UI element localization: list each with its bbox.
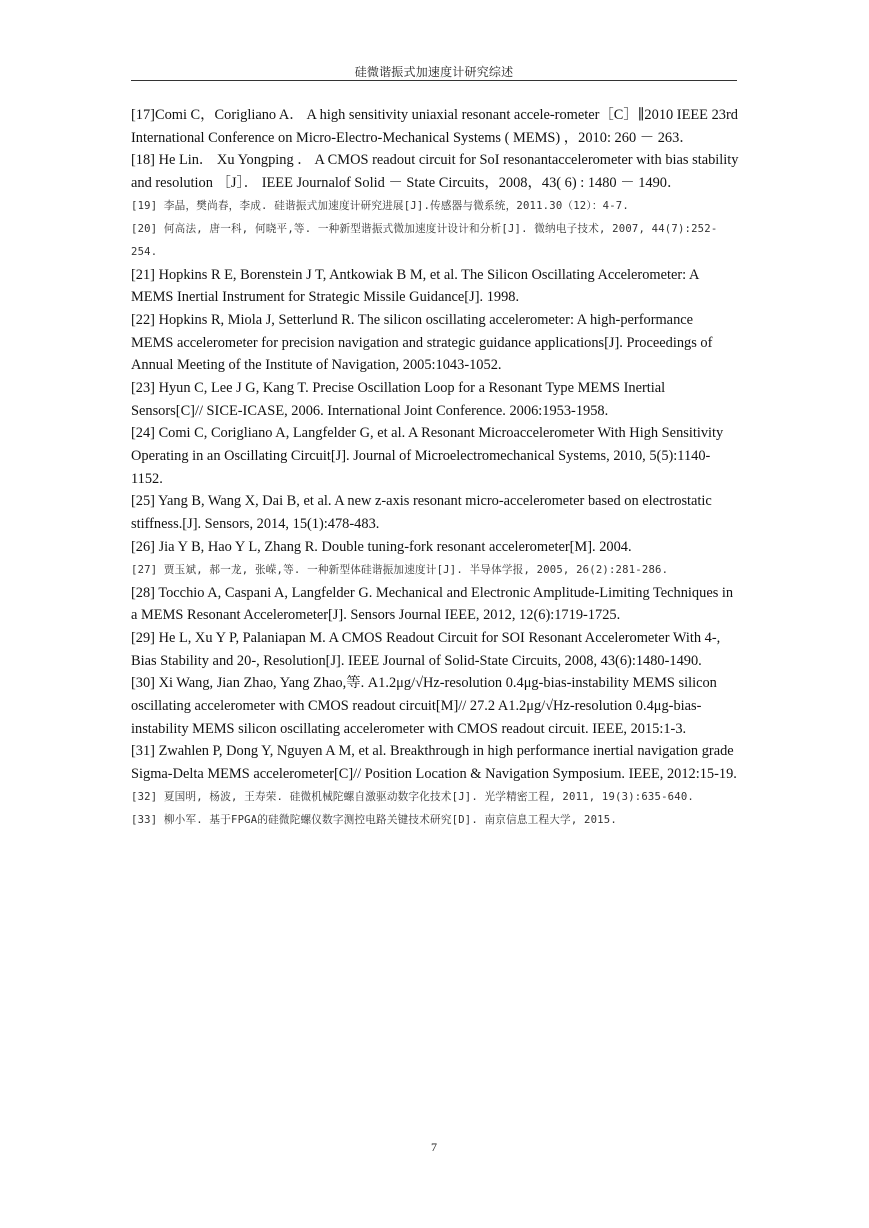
reference-item: [33] 柳小军. 基于FPGA的硅微陀螺仪数字测控电路关键技术研究[D]. 南京信息工程大学, 2015. — [131, 813, 617, 826]
reference-item: [29] He L, Xu Y P, Palaniapan M. A CMOS Readout Circuit for SOI Resonant Accelerometer With 4-, Bias Stability and 20-, Resolution[J]. IEEE Journal of Solid-State Circuits, 2008, 43(6):1480-1490. — [131, 629, 721, 669]
reference-item: [22] Hopkins R, Miola J, Setterlund R. The silicon oscillating accelerometer: A high-performance MEMS accelerometer for precision navigation and strategic guidance applications[J]. Proceedings of Annual Meeting of the Institute of Navigation, 2005:1043-1052. — [131, 312, 713, 374]
reference-item: [21] Hopkins R E, Borenstein J T, Antkowiak B M, et al. The Silicon Oscillating Accelerometer: A MEMS Inertial Instrument for Strategic Missile Guidance[J]. 1998. — [131, 266, 699, 306]
running-header-title: 硅微谐振式加速度计研究综述 — [354, 65, 514, 79]
reference-item: [18] He Lin． Xu Yongping ． A CMOS readout circuit for SoI resonantaccelerometer with bias stability and resolution ［J］． IEEE Journalof Solid － State Circuits，2008，43( 6) : 1480 － 1490． — [131, 152, 739, 191]
reference-item: [25] Yang B, Wang X, Dai B, et al. A new z-axis resonant micro-accelerometer based on electrostatic stiffness.[J]. Sensors, 2014, 15(1):478-483. — [131, 493, 712, 533]
reference-item: [19] 李晶，樊尚春，李成. 硅谐振式加速度计研究进展[J].传感器与微系统，2011.30（12）：4-7. — [131, 199, 629, 212]
reference-item: [31] Zwahlen P, Dong Y, Nguyen A M, et al. Breakthrough in high performance inertial navigation grade Sigma-Delta MEMS accelerometer[C]// Position Location & Navigation Symposium. IEEE, 2012:15-19. — [131, 743, 737, 782]
reference-item: [24] Comi C, Corigliano A, Langfelder G, et al. A Resonant Microaccelerometer With High Sensitivity Operating in an Oscillating Circuit[J]. Journal of Microelectromechanical Systems, 2010, 5(5):1140-1152. — [131, 425, 724, 487]
reference-item: [27] 贾玉斌, 郝一龙, 张嵘,等. 一种新型体硅谐振加速度计[J]. 半导体学报, 2005, 26(2):281-286. — [131, 563, 669, 576]
reference-item: [32] 夏国明, 杨波, 王寿荣. 硅微机械陀螺自激驱动数字化技术[J]. 光学精密工程, 2011, 19(3):635-640. — [131, 790, 694, 803]
reference-list — [131, 104, 739, 832]
reference-item: [20] 何高法, 唐一科, 何晓平,等. 一种新型谐振式微加速度计设计和分析[J]. 微纳电子技术, 2007, 44(7):252-254. — [131, 222, 718, 258]
reference-item: [17]Comi C，Corigliano A． A high sensitivity uniaxial resonant accele-rometer［C］∥2010 IEEE 23rd International Conference on Micro-Electro-Mechanical Systems ( MEMS) ，2010: 260 － 263． — [131, 107, 738, 146]
header-divider — [131, 80, 737, 81]
reference-item: [30] Xi Wang, Jian Zhao, Yang Zhao,等. A1.2μg/√Hz-resolution 0.4μg-bias-instability MEMS silicon oscillating accelerometer with CMOS readout circuit[M]// 27.2 A1.2μg/√Hz-resolution 0.4μg-bias-instability MEMS silicon oscillating accelerometer with CMOS readout circuit. IEEE, 2015:1-3. — [131, 675, 717, 737]
page-number: 7 — [431, 1140, 437, 1154]
reference-item: [28] Tocchio A, Caspani A, Langfelder G. Mechanical and Electronic Amplitude-Limiting Techniques in a MEMS Resonant Accelerometer[J]. Sensors Journal IEEE, 2012, 12(6):1719-1725. — [131, 584, 734, 624]
reference-item: [23] Hyun C, Lee J G, Kang T. Precise Oscillation Loop for a Resonant Type MEMS Inertial Sensors[C]// SICE-ICASE, 2006. International Joint Conference. 2006:1953-1958. — [131, 380, 666, 419]
reference-item: [26] Jia Y B, Hao Y L, Zhang R. Double tuning-fork resonant accelerometer[M]. 2004. — [131, 538, 632, 555]
